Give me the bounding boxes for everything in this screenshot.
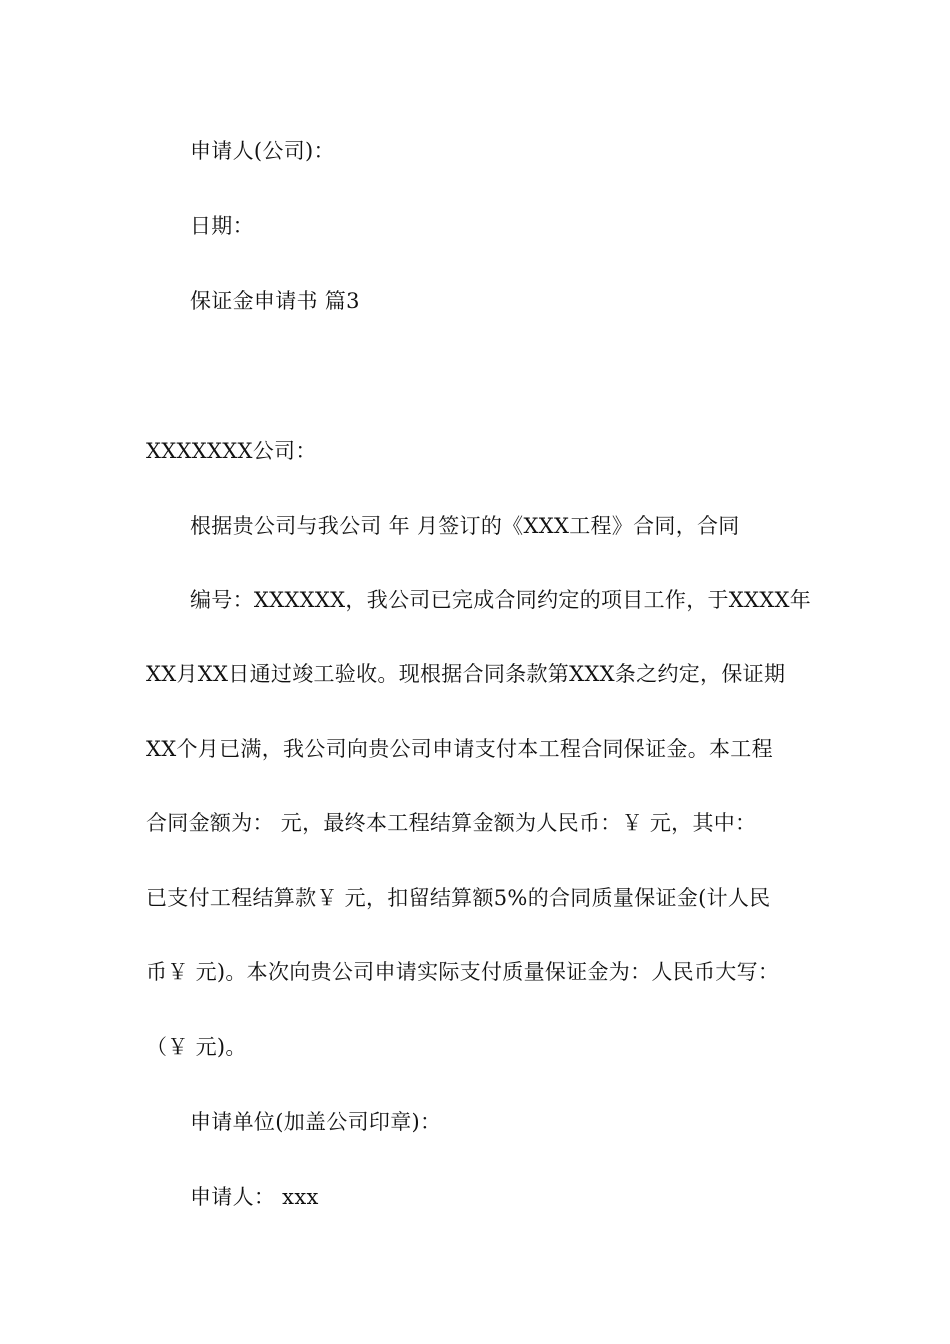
body-line-7: 币￥ 元)。本次向贵公司申请实际支付质量保证金为：人民币大写： [146, 960, 780, 984]
addressee: XXXXXXX公司： [146, 439, 317, 463]
body-line-1: 根据贵公司与我公司 年 月签订的《XXX工程》合同，合同 [190, 514, 740, 538]
date-label: 日期： [190, 214, 254, 238]
body-line-8: （￥ 元)。 [146, 1035, 247, 1059]
body-line-6: 已支付工程结算款￥ 元，扣留结算额5%的合同质量保证金(计人民 [146, 886, 771, 910]
body-line-5: 合同金额为： 元，最终本工程结算金额为人民币：￥ 元，其中： [146, 811, 757, 835]
body-line-4: XX个月已满，我公司向贵公司申请支付本工程合同保证金。本工程 [146, 737, 773, 761]
applicant-label: 申请人： xxx [190, 1185, 319, 1209]
applying-unit-label: 申请单位(加盖公司印章)： [190, 1110, 442, 1134]
section-title: 保证金申请书 篇3 [190, 289, 360, 313]
body-line-3: XX月XX日通过竣工验收。现根据合同条款第XXX条之约定，保证期 [146, 662, 786, 686]
body-line-2: 编号：XXXXXX，我公司已完成合同约定的项目工作，于XXXX年 [190, 588, 812, 612]
applicant-company-label: 申请人(公司)： [190, 139, 335, 163]
